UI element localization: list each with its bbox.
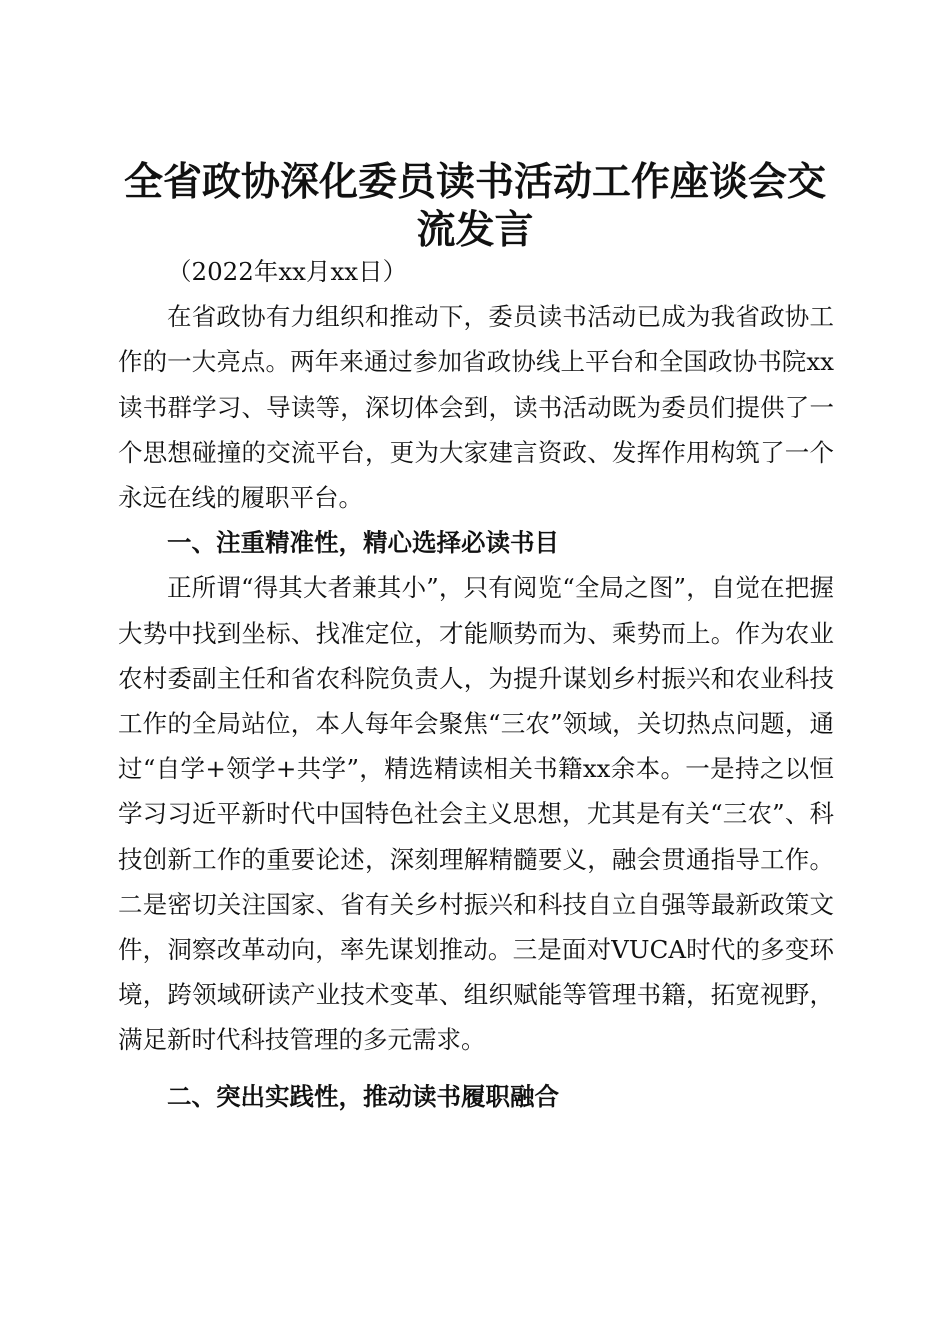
document-body (118, 249, 834, 1119)
section-1-paragraph: 正所谓“得其大者兼其小”，只有阅览“全局之图”，自觉在把握大势中找到坐标、找准定位，才能顺势而为、乘势而上。作为农业农村委副主任和省农科院负责人，为提升谋划乡村振兴和农业科技工作的全局站位，本人每年会聚焦“三农”领域，关切热点问题，通过“自学+领学+共学”，精选精读相关书籍xx余本。一是持之以恒学习习近平新时代中国特色社会主义思想，尤其是有关“三农”、科技创新工作的重要论述，深刻理解精髓要义，融会贯通指导工作。二是密切关注国家、省有关乡村振兴和科技自立自强等最新政策文件，洞察改革动向，率先谋划推动。三是面对VUCA时代的多变环境，跨领域研读产业技术变革、组织赋能等管理书籍，拓宽视野，满足新时代科技管理的多元需求。 (118, 573, 834, 1055)
section-2-heading: 二、突出实践性，推动读书履职融合 (167, 1081, 559, 1111)
document-date: （2022年xx月xx日） (167, 257, 408, 286)
intro-paragraph: 在省政协有力组织和推动下，委员读书活动已成为我省政协工作的一大亮点。两年来通过参加省政协线上平台和全国政协书院xx读书群学习、导读等，深切体会到，读书活动既为委员们提供了一个思想碰撞的交流平台，更为大家建言资政、发挥作用构筑了一个永远在线的履职平台。 (118, 302, 834, 513)
document-title: 全省政协深化委员读书活动工作座谈会交流发言 (123, 159, 826, 254)
section-1-heading: 一、注重精准性，精心选择必读书目 (167, 528, 559, 558)
